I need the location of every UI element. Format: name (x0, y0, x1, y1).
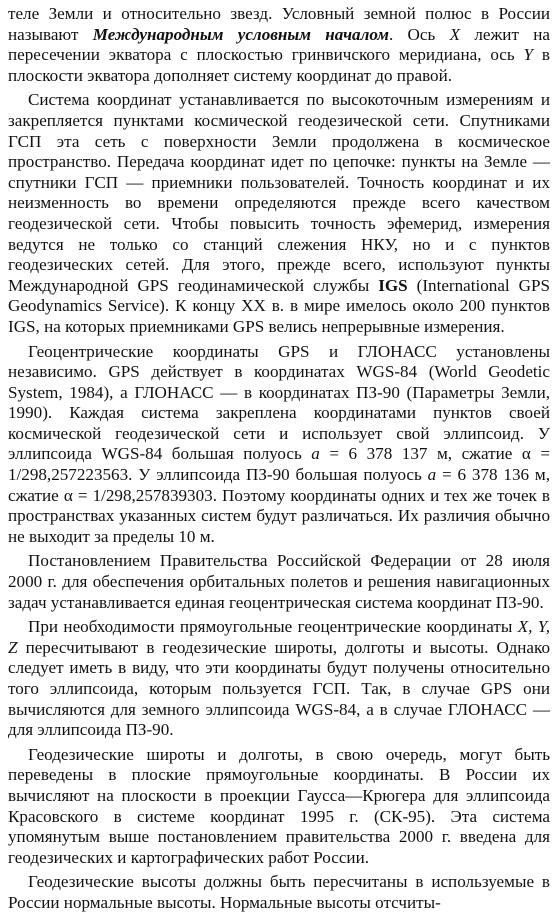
paragraph-6 (8, 745, 550, 869)
text-run: a (311, 444, 320, 464)
text-run: . Ось (388, 24, 450, 44)
text-run: При необходимости прямоугольные геоцентрические координаты (28, 617, 518, 637)
text-run: X, Y, Z (8, 617, 550, 657)
paragraph-4 (8, 551, 550, 613)
text-run: Геодезические высоты должны быть пересчитаны в используемые в России нормальные высоты. Нормальные высоты отсчиты- (8, 872, 550, 912)
text-run: лежит на пересечении экватора с плоскостью гринвичского меридиана, ось (8, 24, 550, 65)
text-run: Постановлением Правительства Российской Федерации от 28 июля 2000 г. для обеспечения орбитальных полетов и решения навигационных задач устанавливается единая геоцентрическая система координат ПЗ-90. (8, 551, 550, 612)
paragraph-2 (8, 90, 550, 337)
text-run: = 6 378 137 м, сжатие α = 1/298,257223563. У эллипсоида ПЗ-90 большая полуось (8, 444, 551, 485)
text-run: Y (523, 45, 534, 65)
text-run: a (427, 465, 437, 485)
text-run: = 6 378 136 м, сжатие α = 1/298,257839303. Поэтому координаты одних и тех же точек в пространствах указанных систем будут различаться. Их различия обычно не выходит за пределы 10 м. (8, 465, 550, 546)
text-run: Система координат устанавливается по высокоточным измерениям и закрепляется пунктами космической геодезической сети. Спутниками ГСП эта сеть с поверхности Земли продолжена в космическое пространство. Передача координат идет по цепочке: пункты на Земле — спутники ГСП — приемники пользователей. Точность координат и их неизменность во времени определяются прежде всего качеством геодезической сети. Чтобы повысить точность эфемерид, измерения ведутся не только со станций слежения НКУ, но и с пунктов геодезических сетей. Для этого, прежде всего, используют пункты Международной GPS геодинамической службы (8, 90, 550, 295)
text-run: Геодезические широты и долготы, в свою очередь, могут быть переведены в плоские прямоугольные координаты. В России их вычисляют на плоскости в проекции Гаусса—Крюгера для эллипсоида Красовского в системе координат 1995 г. (СК-95). Эта система упомянутым выше постановлением правительства 2000 г. введена для геодезических и картографических работ России. (8, 744, 550, 867)
paragraph-1 (8, 4, 550, 86)
paragraph-7 (8, 872, 550, 913)
text-run: (International GPS Geodynamics Service). К концу XX в. в мире имелось около 200 пунктов IGS, на которых приемниками GPS велись непрерывные измерения. (8, 275, 550, 336)
text-run: Международным условным началом (92, 24, 389, 44)
text-run: X (449, 24, 461, 44)
text-run: пересчитывают в геодезические широты, долготы и высоты. Однако следует иметь в виду, что эти координаты будут получены относительно того эллипсоида, которым пользуется ГСП. Так, в случае GPS они вычисляются для земного эллипсоида WGS-84, а в случае ГЛОНАСС — для эллипсоида ПЗ-90. (8, 637, 550, 740)
paragraph-3 (8, 342, 550, 548)
paragraph-5 (8, 617, 550, 741)
text-run: в плоскости экватора дополняет систему координат до правой. (8, 45, 550, 85)
text-run: теле Земли и относительно звезд. Условный земной полюс в России называют (8, 4, 550, 44)
text-run: Геоцентрические координаты GPS и ГЛОНАСС установлены независимо. GPS действует в координатах WGS-84 (World Geodetic System, 1984), а ГЛОНАСС — в координатах ПЗ-90 (Параметры Земли, 1990). Каждая система закреплена координатами пунктов своей космической геодезической сети и использует свой эллипсоид. У эллипсоида WGS-84 большая полуось (8, 341, 550, 464)
text-run: IGS (378, 275, 408, 295)
